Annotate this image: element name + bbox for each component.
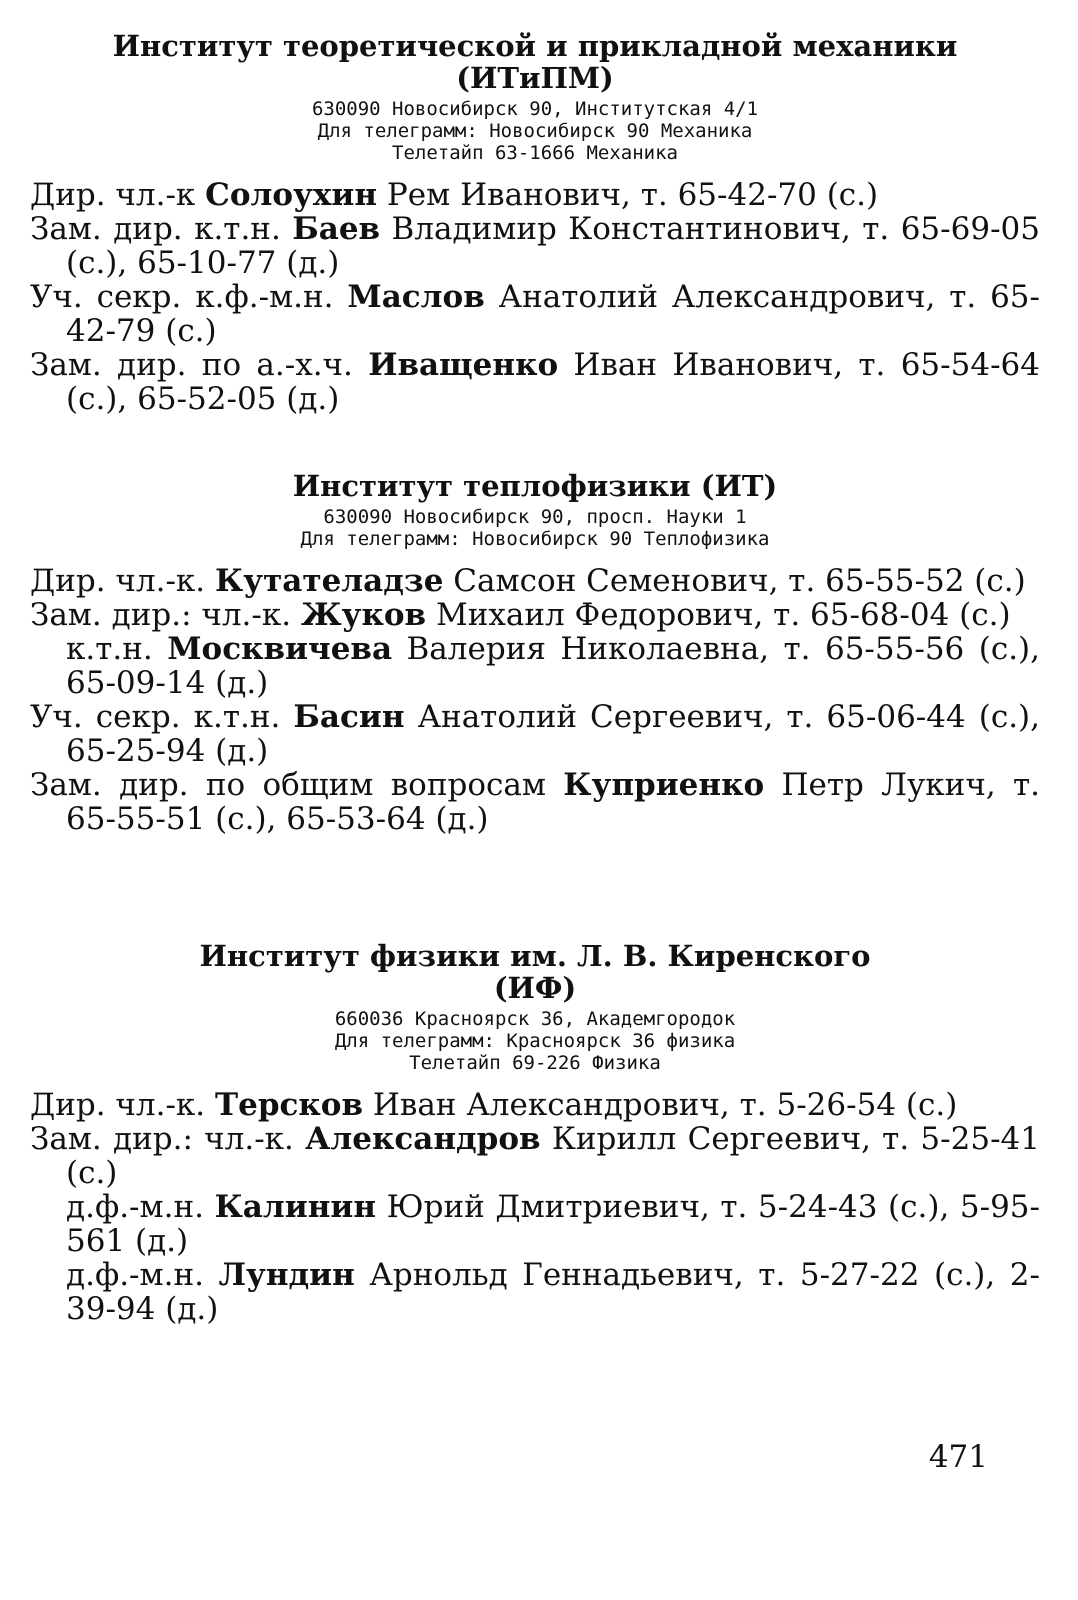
person-details: Владимир Константинович, т. 65-69-05 (с.), 65-10-77 (д.) bbox=[66, 211, 1040, 281]
staff-entry bbox=[30, 1190, 1040, 1258]
person-surname: Иващенко bbox=[368, 347, 559, 383]
institute-section-it bbox=[30, 470, 1040, 836]
position-title: Дир. чл.-к. bbox=[30, 1087, 216, 1123]
staff-entry bbox=[30, 1122, 1040, 1190]
position-title: Уч. секр. к.т.н. bbox=[30, 699, 294, 735]
staff-entry bbox=[30, 1258, 1040, 1326]
address-line: Для телеграмм: Красноярск 36 физика bbox=[334, 1030, 736, 1052]
person-surname: Баев bbox=[292, 211, 381, 247]
position-title: д.ф.-м.н. bbox=[66, 1257, 219, 1293]
address-line: 630090 Новосибирск 90, просп. Науки 1 bbox=[323, 506, 747, 528]
position-title: д.ф.-м.н. bbox=[66, 1189, 215, 1225]
position-title: Уч. секр. к.ф.-м.н. bbox=[30, 279, 348, 315]
section-title: Институт теплофизики (ИТ) bbox=[292, 469, 778, 503]
address-block bbox=[30, 506, 1040, 550]
page-number: 471 bbox=[928, 1439, 988, 1475]
position-title: Зам. дир.: чл.-к. bbox=[30, 1121, 306, 1157]
person-surname: Жуков bbox=[300, 597, 427, 633]
staff-entry bbox=[30, 280, 1040, 348]
person-details: Анатолий Сергеевич, т. 65-06-44 (с.), 65-25-94 (д.) bbox=[66, 699, 1041, 769]
person-details: Самсон Семенович, т. 65-55-52 (с.) bbox=[443, 563, 1026, 599]
person-surname: Москвичева bbox=[167, 631, 393, 667]
position-title: Дир. чл.-к. bbox=[30, 563, 216, 599]
staff-entry bbox=[30, 178, 1040, 212]
person-surname: Терсков bbox=[215, 1087, 363, 1123]
staff-entry bbox=[30, 598, 1040, 632]
staff-entry bbox=[30, 564, 1040, 598]
staff-list bbox=[30, 1088, 1040, 1326]
staff-entry bbox=[30, 212, 1040, 280]
institute-section-itipm bbox=[30, 30, 1040, 416]
position-title: к.т.н. bbox=[66, 631, 168, 667]
person-surname: Маслов bbox=[347, 279, 485, 315]
person-surname: Калинин bbox=[214, 1189, 377, 1225]
person-surname: Кутателадзе bbox=[215, 563, 444, 599]
address-line: 630090 Новосибирск 90, Институтская 4/1 bbox=[311, 98, 759, 120]
person-details: Петр Лукич, т. 65-55-51 (с.), 65-53-64 (д.) bbox=[66, 767, 1040, 837]
person-surname: Басин bbox=[293, 699, 405, 735]
section-title: (ИТиПМ) bbox=[456, 61, 614, 95]
staff-entry bbox=[30, 768, 1040, 836]
position-title: Зам. дир. к.т.н. bbox=[30, 211, 293, 247]
person-details: Арнольд Геннадьевич, т. 5-27-22 (с.), 2-39-94 (д.) bbox=[66, 1257, 1040, 1327]
address-block bbox=[30, 1008, 1040, 1074]
person-details: Юрий Дмитриевич, т. 5-24-43 (с.), 5-95-561 (д.) bbox=[66, 1189, 1040, 1259]
address-line: 660036 Красноярск 36, Академгородок bbox=[334, 1008, 736, 1030]
person-details: Анатолий Александрович, т. 65-42-79 (с.) bbox=[66, 279, 1041, 349]
person-details: Иван Иванович, т. 65-54-64 (с.), 65-52-05 (д.) bbox=[66, 347, 1040, 417]
address-line: Телетайп 63-1666 Механика bbox=[392, 142, 678, 164]
address-line: Телетайп 69-226 Физика bbox=[409, 1052, 661, 1074]
person-details: Кирилл Сергеевич, т. 5-25-41 (с.) bbox=[66, 1121, 1040, 1191]
address-block bbox=[30, 98, 1040, 164]
person-details: Иван Александрович, т. 5-26-54 (с.) bbox=[362, 1087, 958, 1123]
staff-entry bbox=[30, 1088, 1040, 1122]
staff-entry bbox=[30, 700, 1040, 768]
person-surname: Солоухин bbox=[205, 177, 378, 213]
person-details: Рем Иванович, т. 65-42-70 (с.) bbox=[377, 177, 879, 213]
person-surname: Лундин bbox=[218, 1257, 355, 1293]
position-title: Зам. дир. по а.-х.ч. bbox=[30, 347, 369, 383]
position-title: Зам. дир.: чл.-к. bbox=[30, 597, 301, 633]
staff-list bbox=[30, 564, 1040, 836]
address-line: Для телеграмм: Новосибирск 90 Механика bbox=[317, 120, 753, 142]
section-title: (ИФ) bbox=[493, 971, 577, 1005]
address-line: Для телеграмм: Новосибирск 90 Теплофизика bbox=[300, 528, 770, 550]
section-title: Институт теоретической и прикладной механики bbox=[112, 29, 958, 63]
person-surname: Куприенко bbox=[563, 767, 765, 803]
section-title: Институт физики им. Л. В. Киренского bbox=[199, 939, 871, 973]
person-details: Валерия Николаевна, т. 65-55-56 (с.), 65-09-14 (д.) bbox=[66, 631, 1040, 701]
person-details: Михаил Федорович, т. 65-68-04 (с.) bbox=[426, 597, 1011, 633]
institute-section-if bbox=[30, 940, 1040, 1326]
staff-list bbox=[30, 178, 1040, 416]
person-surname: Александров bbox=[305, 1121, 541, 1157]
position-title: Зам. дир. по общим вопросам bbox=[30, 767, 564, 803]
staff-entry bbox=[30, 348, 1040, 416]
position-title: Дир. чл.-к bbox=[30, 177, 206, 213]
staff-entry bbox=[30, 632, 1040, 700]
